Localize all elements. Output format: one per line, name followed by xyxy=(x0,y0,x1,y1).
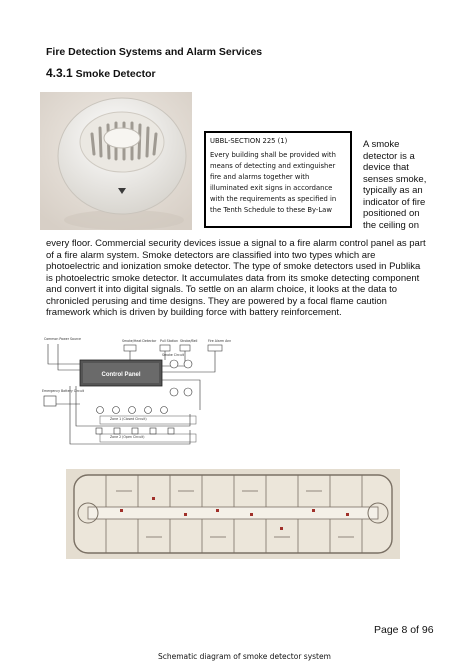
side-line: senses smoke, xyxy=(363,173,427,185)
callout-line: illuminated exit signs in accordance xyxy=(210,184,333,192)
section-heading: Fire Detection Systems and Alarm Services xyxy=(46,46,263,58)
schematic-label: Emergency Battery Circuit xyxy=(42,389,85,393)
subheading xyxy=(46,66,156,80)
callout-line: the Tenth Schedule to these By-Law xyxy=(210,206,332,214)
schematic-label: Smoke Circuit xyxy=(162,353,185,357)
callout-line: means of detecting and extinguisher xyxy=(210,162,336,170)
floor-plan-drawing xyxy=(66,469,400,559)
schematic-label: Fire Alarm Ann xyxy=(208,339,232,343)
callout-title: UBBL-SECTION 225 (1) xyxy=(210,137,288,145)
subheading-number: 4.3.1 xyxy=(46,66,73,80)
side-line: indicator of fire xyxy=(363,196,426,208)
body-line: and convert it into digital signals. To settle on an alarm choice, it looks at the data to xyxy=(46,284,397,295)
schematic-label: Zone 1 (Closed Circuit) xyxy=(110,417,147,421)
wiring-schematic xyxy=(40,334,240,462)
figure-caption: Schematic diagram of smoke detector system xyxy=(158,652,331,661)
side-line: typically as an xyxy=(363,185,423,196)
body-line: is photoelectric smoke detector. It accumulates data from its smoke detecting component xyxy=(46,272,420,284)
control-panel-label: Control Panel xyxy=(101,372,141,378)
side-line: device that xyxy=(363,162,409,173)
smoke-detector-photo xyxy=(40,92,192,230)
body-line: photoelectric and ionization smoke detector. The type of smoke detectors used in Publika xyxy=(46,261,421,272)
side-line: A smoke xyxy=(363,139,400,150)
body-line: framework which is driven by building force with battery reinforcement. xyxy=(46,307,342,318)
body-line: every floor. Commercial security devices issue a signal to a fire alarm control panel as part xyxy=(46,238,426,249)
schematic-label: Zone 2 (Open Circuit) xyxy=(110,435,145,439)
side-line: detector is a xyxy=(363,150,415,162)
body-line: of a fire alarm system. Smoke detectors are classified into two types which are xyxy=(46,249,376,261)
subheading-title: Smoke Detector xyxy=(75,68,156,80)
side-line: the ceiling on xyxy=(363,219,419,231)
body-line: chronicled perusing and time designs. They are powered by a focal flame caution xyxy=(46,295,387,307)
ubbl-callout-box xyxy=(204,131,352,228)
callout-line: with the requirements as specified in xyxy=(210,195,337,203)
callout-line: fire and alarms together with xyxy=(210,173,310,181)
side-paragraph xyxy=(363,139,435,231)
callout-line: Every building shall be provided with xyxy=(210,151,336,159)
page-number: Page 8 of 96 xyxy=(374,624,434,636)
schematic-label: Strobe/Bell xyxy=(180,339,198,343)
schematic-label: Pull Station xyxy=(160,339,179,343)
schematic-label: Smoke/Heat Detector xyxy=(122,339,157,343)
body-paragraph xyxy=(46,238,441,319)
side-line: positioned on xyxy=(363,208,420,219)
schematic-label: Common Power Source xyxy=(44,337,81,341)
